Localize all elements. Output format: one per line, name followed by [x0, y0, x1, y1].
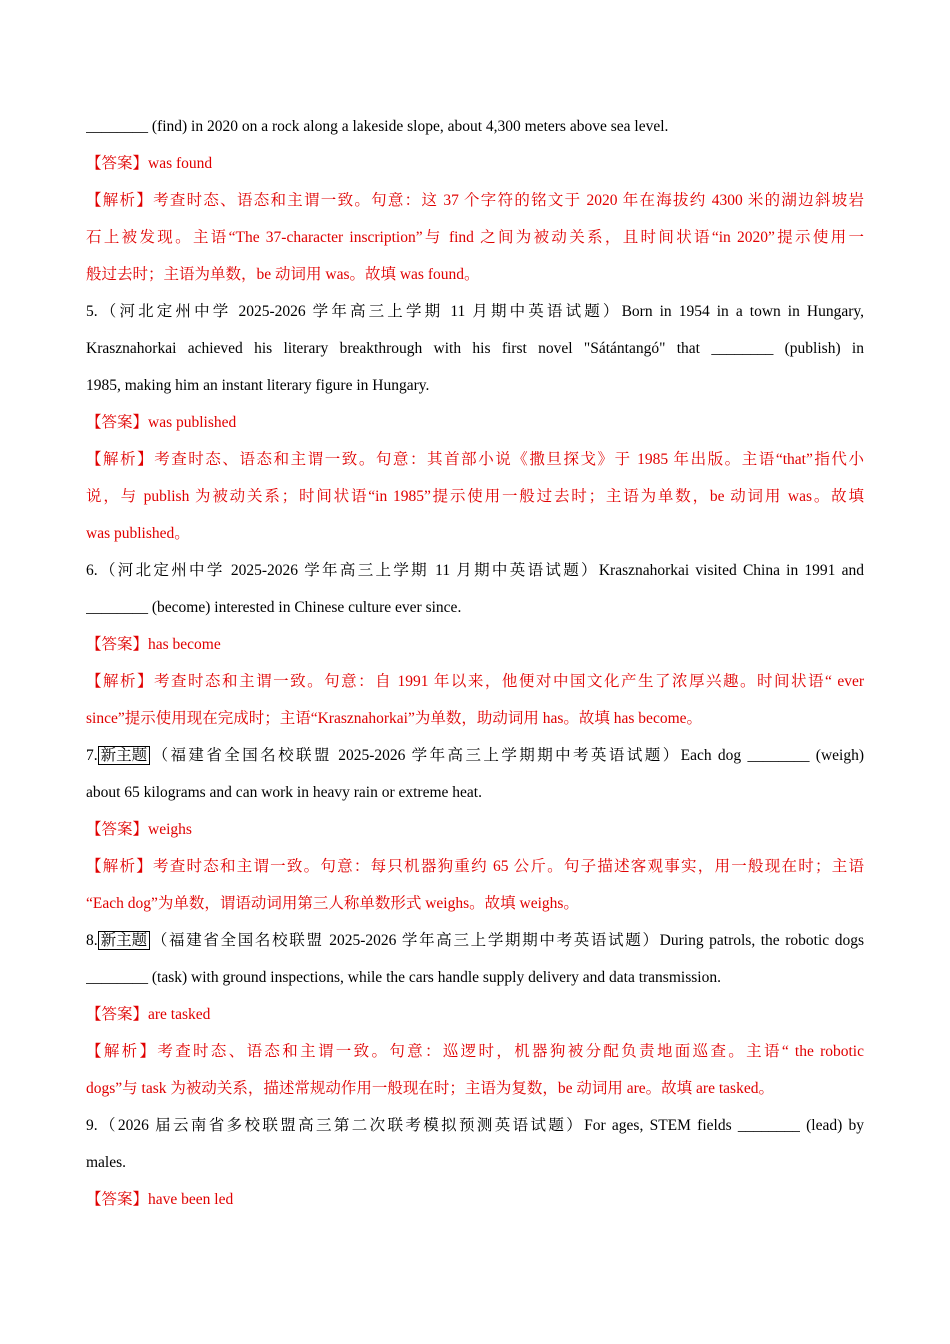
- question-number: 8.: [86, 932, 98, 949]
- question-7-line: [86, 737, 864, 774]
- explanation-line: since”提示使用现在完成时；主语“Krasznahorkai”为单数，助动词用 has。故填 has become。: [86, 710, 703, 727]
- question-5-line: 5.（河北定州中学 2025-2026 学年高三上学期 11 月期中英语试题）Born in 1954 in a town in Hungary,: [86, 303, 864, 320]
- new-topic-badge: 新主题: [98, 746, 151, 765]
- answer-line: [86, 626, 864, 663]
- answer-text: was found: [148, 155, 213, 172]
- explanation-line: 般过去时；主语为单数，be 动词用 was。故填 was found。: [86, 266, 480, 283]
- answer-text: have been led: [148, 1191, 234, 1208]
- explanation-line: dogs”与 task 为被动关系，描述常规动作用一般现在时；主语为复数，be 动词用 are。故填 are tasked。: [86, 1080, 774, 1097]
- answer-text: has become: [148, 636, 221, 653]
- explanation-line: 【解析】考查时态、语态和主谓一致。句意：其首部小说《撒旦探戈》于 1985 年出版。主语“that”指代小: [86, 451, 864, 468]
- question-8-line: [86, 922, 864, 959]
- answer-line: [86, 145, 864, 182]
- answer-tag: 【答案】: [86, 636, 149, 653]
- explanation-line: 说，与 publish 为被动关系；时间状语“in 1985”提示使用一般过去时；主语为单数，be 动词用 was。故填: [86, 488, 864, 505]
- explanation-line: 【解析】考查时态、语态和主谓一致。句意：这 37 个字符的铭文于 2020 年在海拔约 4300 米的湖边斜坡岩: [86, 192, 864, 209]
- explanation-line: was published。: [86, 525, 190, 542]
- document-page: [86, 108, 864, 1218]
- question-7-line: about 65 kilograms and can work in heavy rain or extreme heat.: [86, 784, 482, 801]
- answer-tag: 【答案】: [86, 1191, 149, 1208]
- answer-tag: 【答案】: [86, 1006, 149, 1023]
- answer-tag: 【答案】: [86, 414, 149, 431]
- explanation-line: 【解析】考查时态和主谓一致。句意：每只机器狗重约 65 公斤。句子描述客观事实，用一般现在时；主语: [86, 858, 864, 875]
- question-9-line: males.: [86, 1154, 127, 1171]
- explanation-line: 【解析】考查时态和主谓一致。句意：自 1991 年以来，他便对中国文化产生了浓厚兴趣。时间状语“ ever: [86, 673, 864, 690]
- question-5-line: 1985, making him an instant literary figure in Hungary.: [86, 377, 430, 394]
- explanation-line: “Each dog”为单数，谓语动词用第三人称单数形式 weighs。故填 weighs。: [86, 895, 579, 912]
- answer-tag: 【答案】: [86, 155, 149, 172]
- question-number: 7.: [86, 747, 98, 764]
- new-topic-badge: 新主题: [98, 931, 151, 950]
- answer-line: [86, 811, 864, 848]
- question-6-line: 6.（河北定州中学 2025-2026 学年高三上学期 11 月期中英语试题）Krasznahorkai visited China in 1991 and: [86, 562, 864, 579]
- question-9-line: 9.（2026 届云南省多校联盟高三第二次联考模拟预测英语试题）For ages, STEM fields ________ (lead) by: [86, 1117, 864, 1134]
- answer-line: [86, 996, 864, 1033]
- answer-line: [86, 404, 864, 441]
- answer-text: are tasked: [148, 1006, 211, 1023]
- question-text: （福建省全国名校联盟 2025-2026 学年高三上学期期中考英语试题）During patrols, the robotic dogs: [150, 932, 864, 949]
- answer-line: [86, 1181, 864, 1218]
- explanation-line: 【解析】考查时态、语态和主谓一致。句意：巡逻时，机器狗被分配负责地面巡查。主语“ the robotic: [86, 1043, 864, 1060]
- question-text-line: ________ (find) in 2020 on a rock along a lakeside slope, about 4,300 meters above sea level.: [86, 118, 669, 135]
- question-6-line: ________ (become) interested in Chinese culture ever since.: [86, 599, 462, 616]
- question-8-line: ________ (task) with ground inspections, while the cars handle supply delivery and data transmission.: [86, 969, 721, 986]
- question-5-line: Krasznahorkai achieved his literary breakthrough with his first novel "Sátántangó" that ________ (publish) in: [86, 340, 864, 357]
- explanation-line: 石上被发现。主语“The 37-character inscription”与 find 之间为被动关系，且时间状语“in 2020”提示使用一: [86, 229, 864, 246]
- answer-text: was published: [148, 414, 237, 431]
- answer-tag: 【答案】: [86, 821, 149, 838]
- answer-text: weighs: [148, 821, 192, 838]
- question-text: （福建省全国名校联盟 2025-2026 学年高三上学期期中考英语试题）Each dog ________ (weigh): [150, 747, 864, 764]
